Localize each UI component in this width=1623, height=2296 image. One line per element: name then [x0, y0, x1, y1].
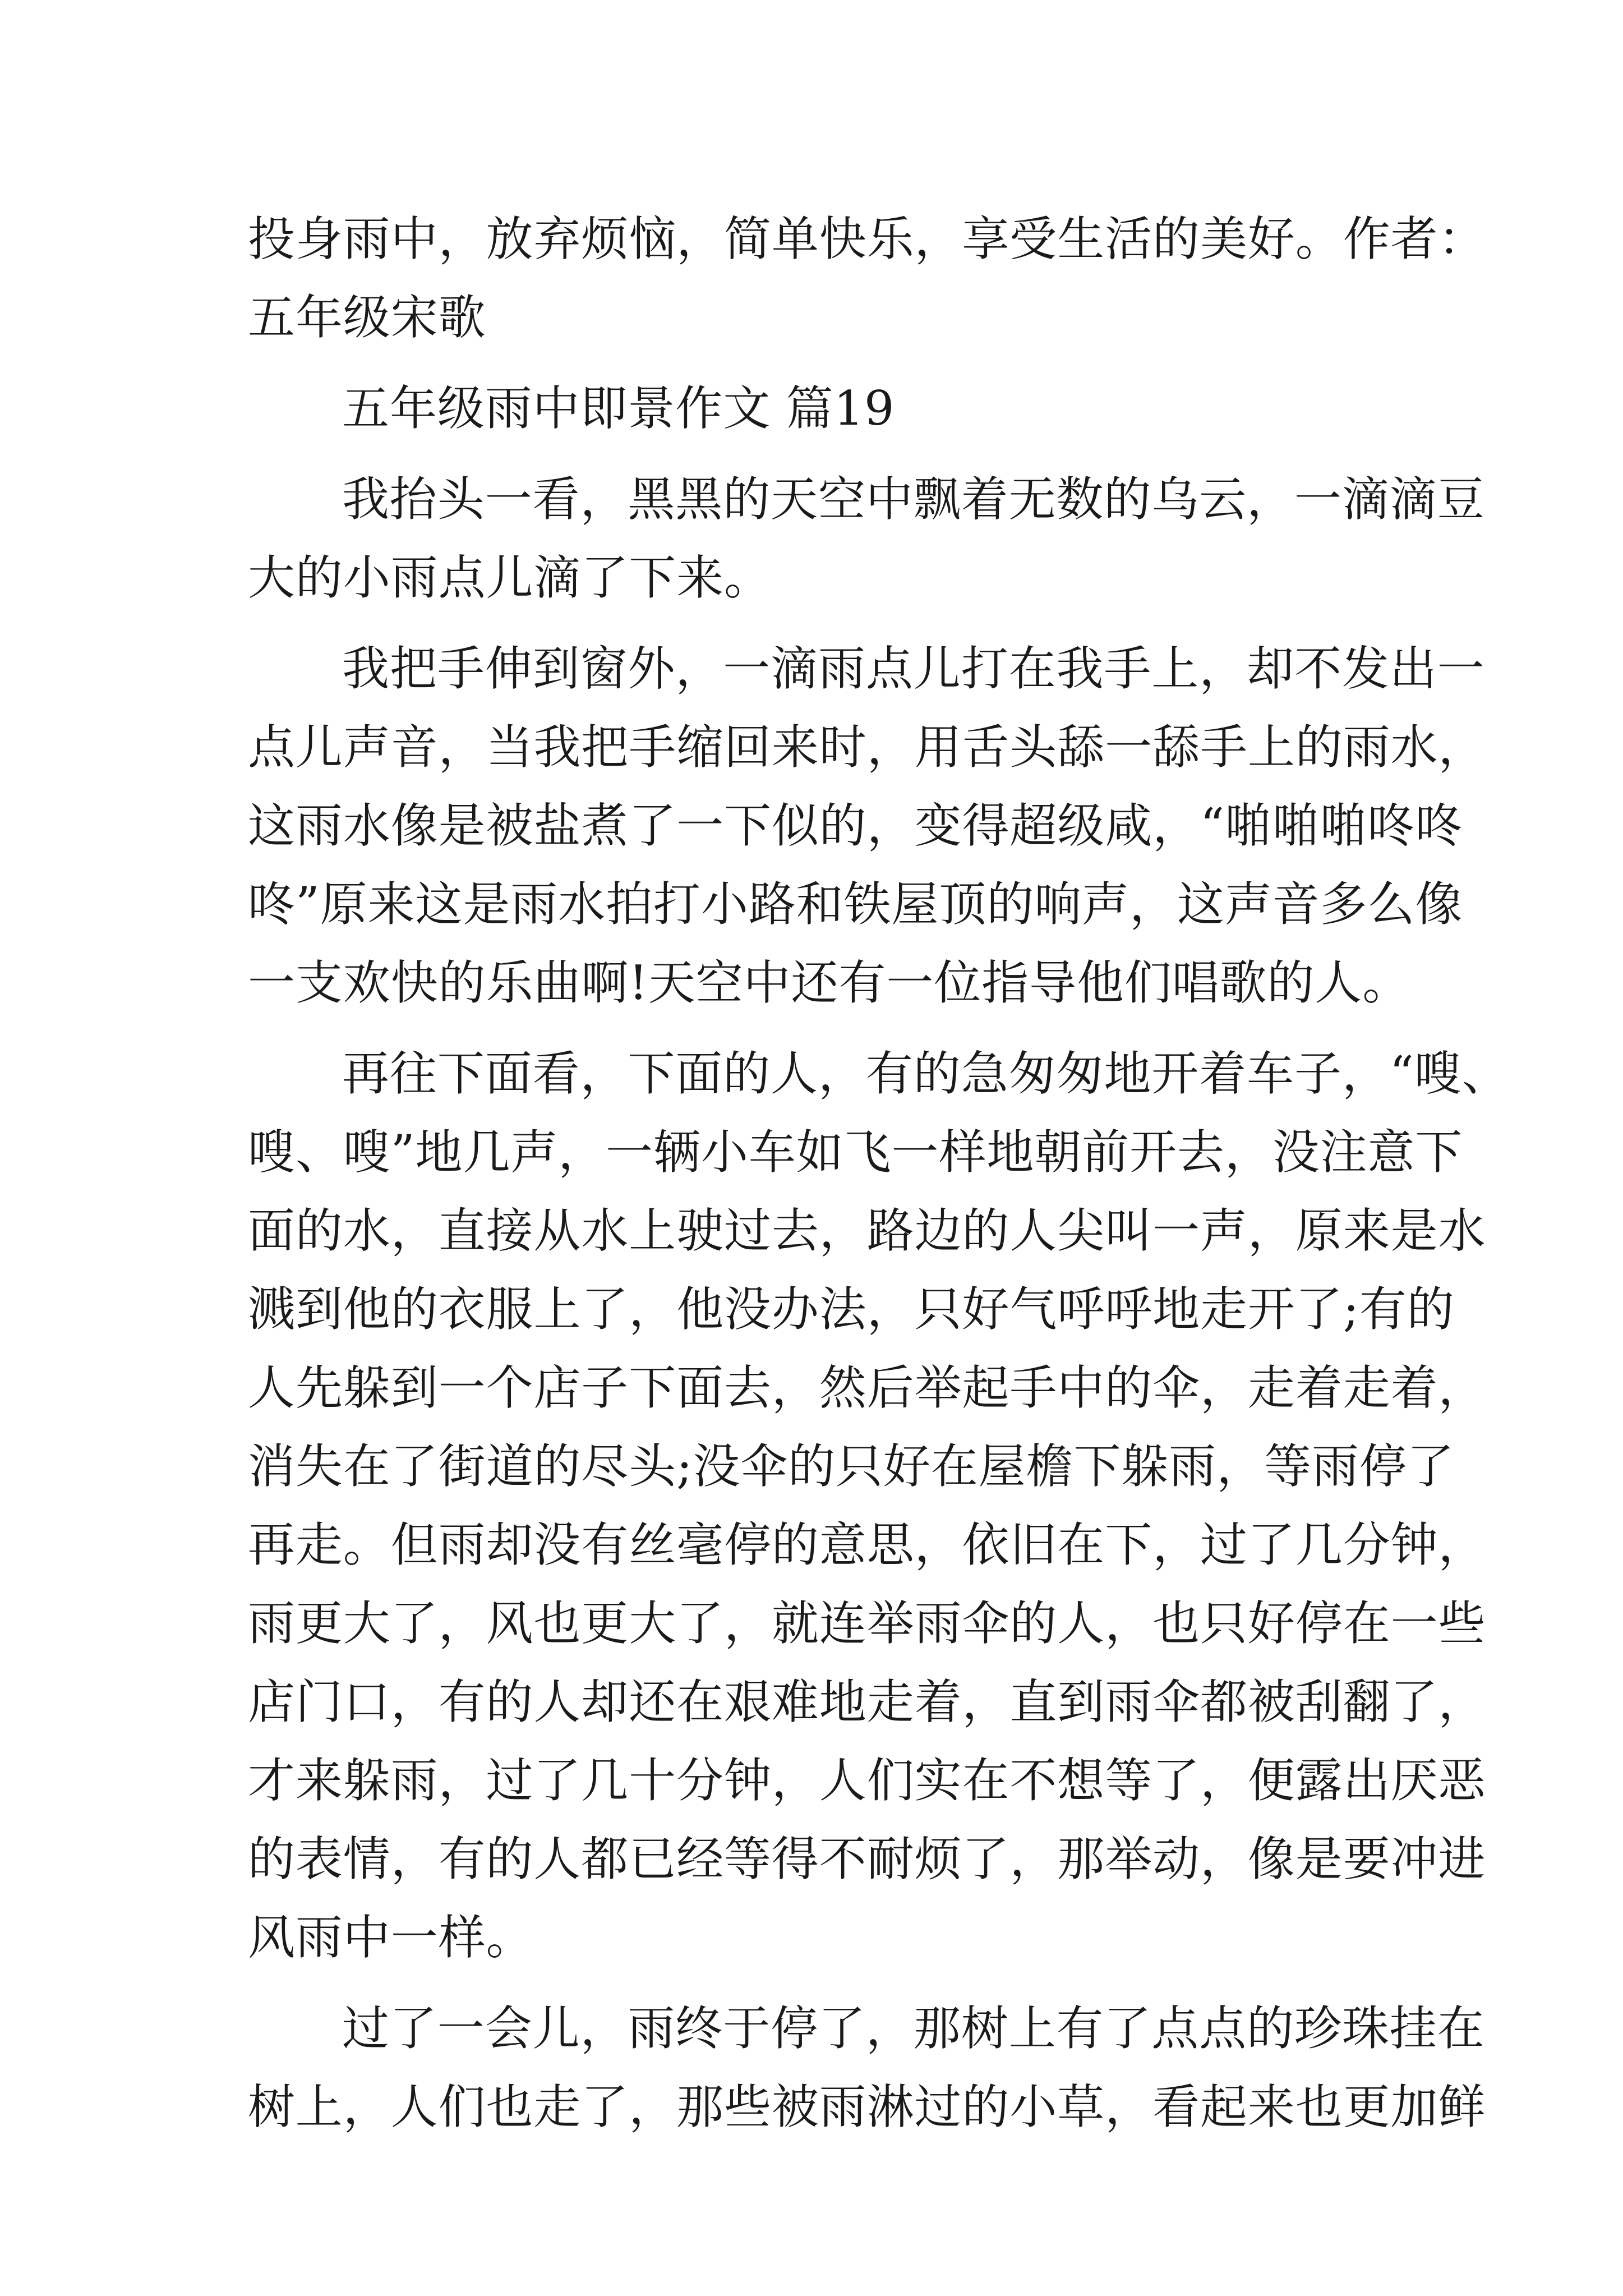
text-line: 面的水，直接从水上驶过去，路边的人尖叫一声，原来是水 [248, 1203, 1486, 1258]
text-line: 一支欢快的乐曲啊!天空中还有一位指导他们唱歌的人。 [248, 955, 1410, 1010]
text-line: 嗖、嗖”地几声，一辆小车如飞一样地朝前开去，没注意下 [248, 1125, 1463, 1180]
text-line: 投身雨中，放弃烦恼，简单快乐，享受生活的美好。作者： [248, 211, 1486, 266]
text-line: 才来躲雨，过了几十分钟，人们实在不想等了，便露出厌恶 [248, 1753, 1486, 1808]
text-line: 这雨水像是被盐煮了一下似的，变得超级咸，“啪啪啪咚咚 [248, 798, 1463, 853]
text-line: 过了一会儿，雨终于停了，那树上有了点点的珍珠挂在 [342, 2001, 1485, 2056]
text-line: 树上，人们也走了，那些被雨淋过的小草，看起来也更加鲜 [248, 2079, 1486, 2134]
text-line: 消失在了街道的尽头;没伞的只好在屋檐下躲雨，等雨停了 [248, 1439, 1455, 1494]
text-line: 大的小雨点儿滴了下来。 [248, 550, 772, 605]
text-line: 咚”原来这是雨水拍打小路和铁屋顶的响声，这声音多么像 [248, 877, 1463, 932]
text-line: 再往下面看，下面的人，有的急匆匆地开着车子，“嗖、 [342, 1046, 1510, 1101]
text-line: 店门口，有的人却还在艰难地走着，直到雨伞都被刮翻了， [248, 1674, 1486, 1729]
text-line: 再走。但雨却没有丝毫停的意思，依旧在下，过了几分钟， [248, 1517, 1486, 1572]
text-line: 五年级宋歌 [248, 290, 486, 345]
text-line: 我把手伸到窗外，一滴雨点儿打在我手上，却不发出一 [342, 641, 1485, 696]
text-line: 人先躲到一个店子下面去，然后举起手中的伞，走着走着， [248, 1360, 1486, 1415]
text-line: 点儿声音，当我把手缩回来时，用舌头舔一舔手上的雨水， [248, 720, 1486, 775]
text-line: 溅到他的衣服上了，他没办法，只好气呼呼地走开了;有的 [248, 1282, 1455, 1337]
text-line: 雨更大了，风也更大了，就连举雨伞的人，也只好停在一些 [248, 1596, 1486, 1651]
text-line: 风雨中一样。 [248, 1910, 534, 1965]
section-heading: 五年级雨中即景作文 篇19 [342, 381, 895, 436]
document-page [248, 200, 1510, 2146]
text-line: 的表情，有的人都已经等得不耐烦了，那举动，像是要冲进 [248, 1832, 1486, 1887]
text-line: 我抬头一看，黑黑的天空中飘着无数的乌云，一滴滴豆 [342, 472, 1485, 527]
